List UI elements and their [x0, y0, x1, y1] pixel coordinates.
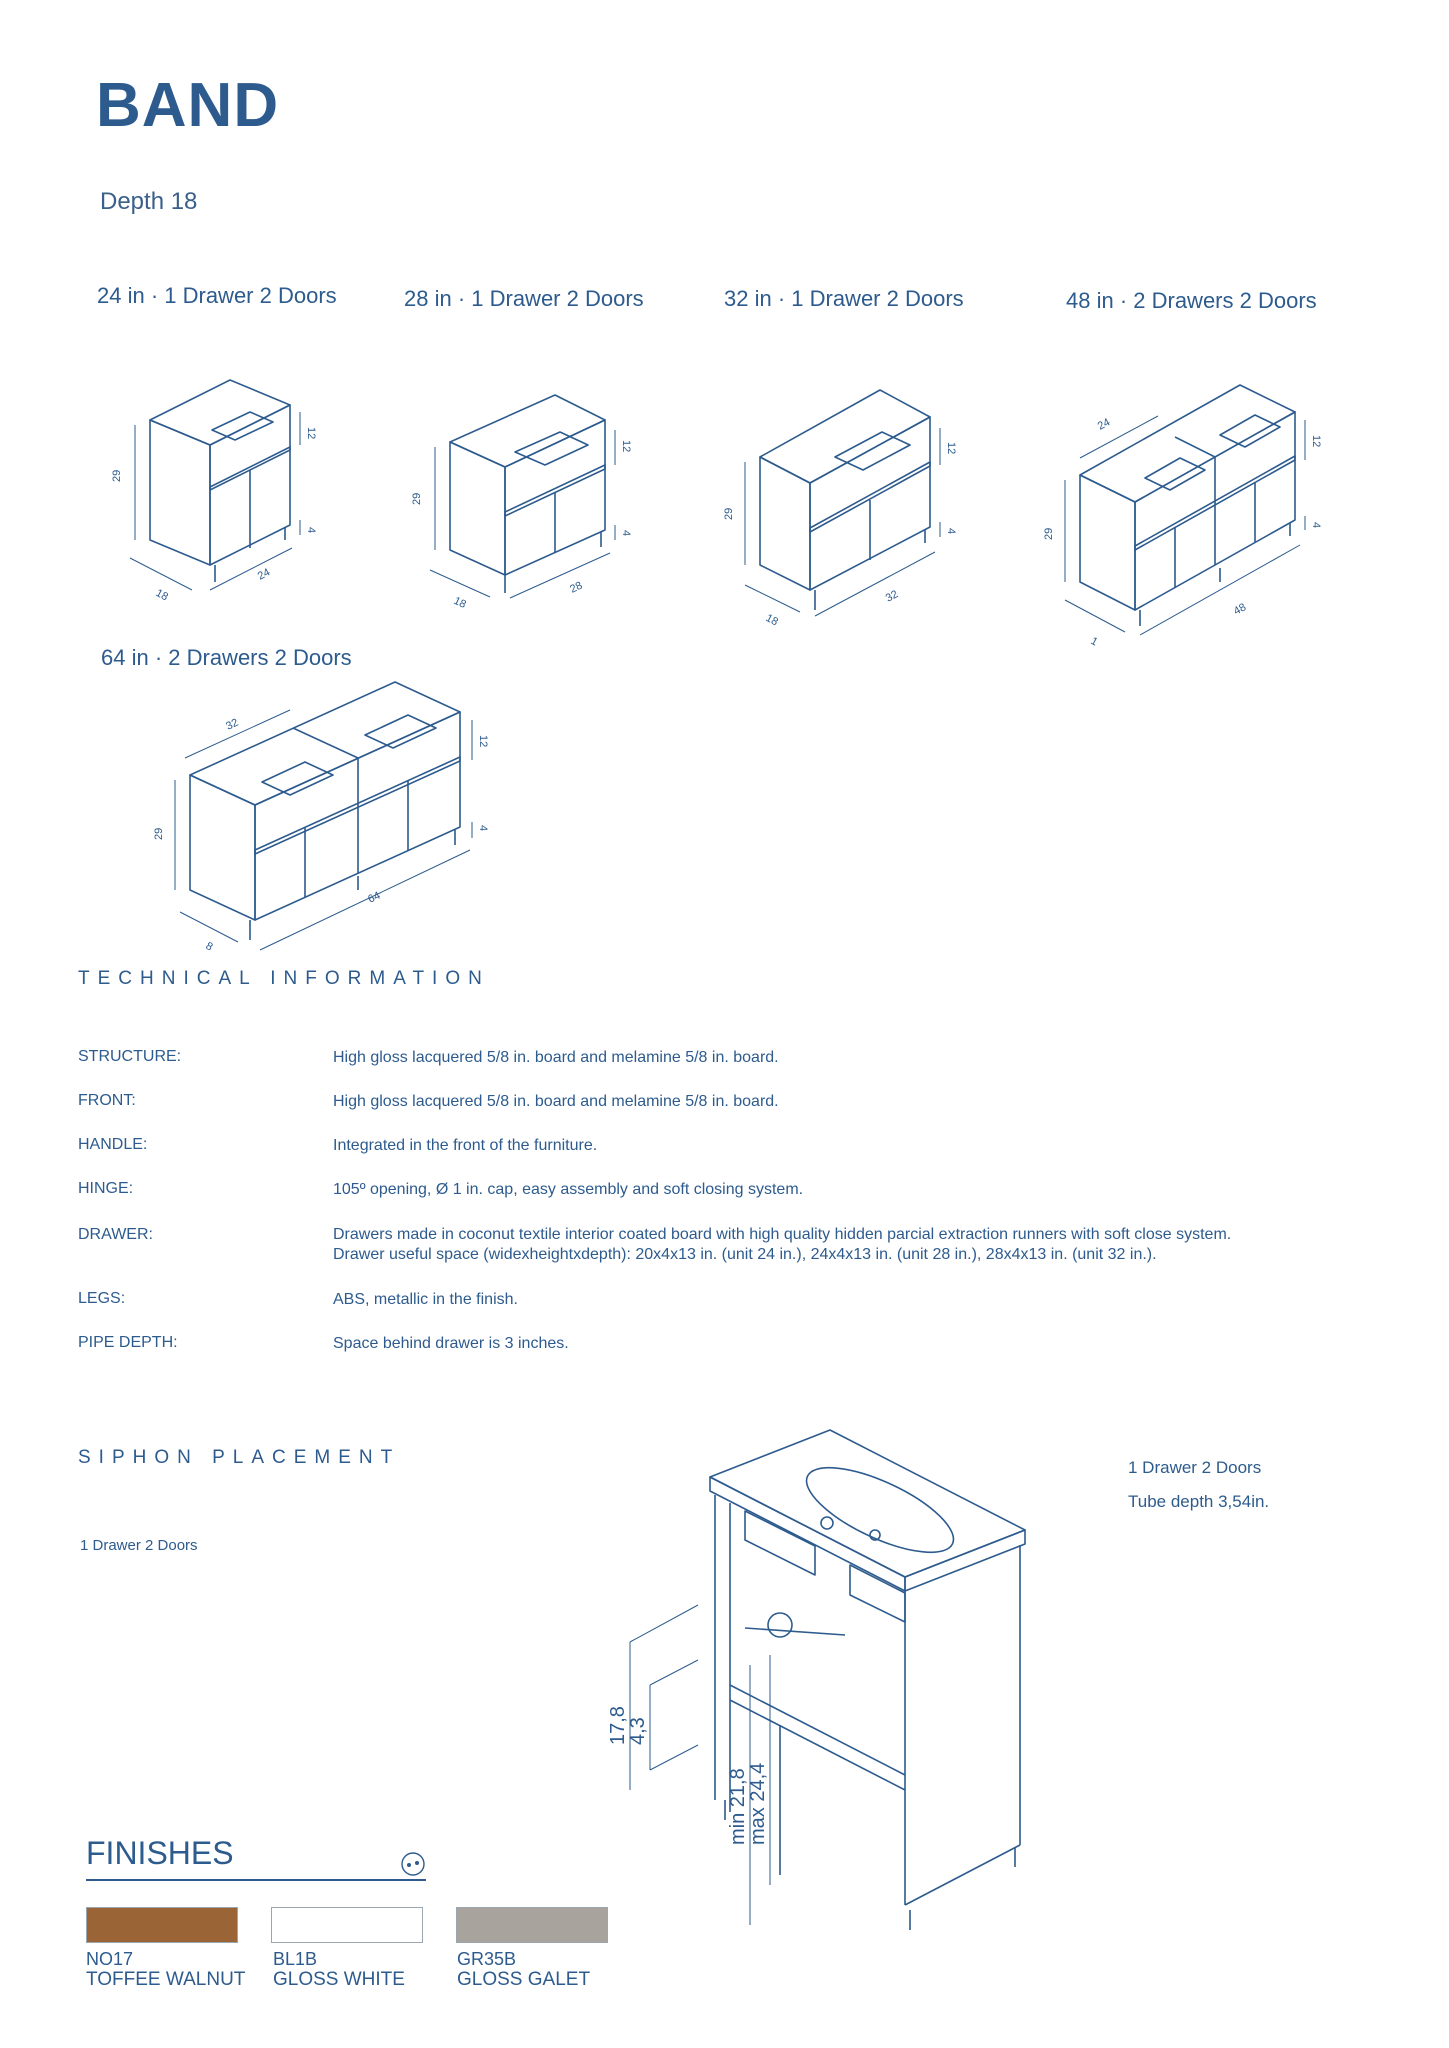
dim-unit: 24 [1095, 416, 1113, 433]
siphon-right-note-1: 1 Drawer 2 Doors [1128, 1458, 1262, 1477]
drawing-model-24 [100, 370, 340, 610]
dim-depth: 18 [763, 612, 781, 629]
dim-height: 29 [153, 827, 165, 840]
spec-label-handle: HANDLE: [78, 1136, 148, 1153]
dim-a: 17,8 [607, 1706, 629, 1745]
finishes-title: FINISHES [86, 1835, 234, 1871]
page-title: BAND [96, 71, 280, 140]
spec-value-legs: ABS, metallic in the finish. [333, 1291, 518, 1308]
dim-width: 64 [366, 889, 383, 906]
drawing-model-64 [150, 650, 510, 970]
dim-height: 29 [1043, 527, 1055, 540]
dim-leg: 4 [620, 530, 632, 537]
page-subtitle: Depth 18 [100, 188, 198, 215]
spec-label-hinge: HINGE: [78, 1180, 134, 1197]
dim-depth: 1 [1088, 635, 1100, 649]
drawing-model-32 [720, 380, 980, 630]
swatch-gloss-galet [456, 1907, 608, 1943]
swatch-gloss-white [271, 1907, 423, 1943]
spec-label-legs: LEGS: [78, 1290, 126, 1307]
dim-depth: 8 [203, 940, 215, 954]
dim-leg: 4 [945, 528, 957, 535]
dim-top: 12 [620, 440, 632, 453]
technical-heading: TECHNICAL INFORMATION [78, 968, 490, 989]
dim-depth: 18 [153, 587, 171, 604]
spec-value-handle: Integrated in the front of the furniture. [333, 1137, 598, 1154]
siphon-heading: SIPHON PLACEMENT [78, 1447, 401, 1468]
spec-value-hinge: 105º opening, Ø 1 in. cap, easy assembly and soft closing system. [333, 1181, 804, 1198]
dim-height: 29 [111, 469, 123, 482]
spec-label-drawer: DRAWER: [78, 1226, 153, 1243]
finish-name-toffee-walnut: TOFFEE WALNUT [86, 1969, 246, 1990]
siphon-left-note: 1 Drawer 2 Doors [80, 1537, 198, 1554]
drawing-model-48 [1040, 370, 1340, 660]
dim-width: 32 [883, 588, 901, 605]
dim-c: min 21,8 [727, 1768, 749, 1845]
dim-leg: 4 [1310, 522, 1322, 529]
dim-height: 29 [411, 492, 423, 505]
swatch-toffee-walnut [86, 1907, 238, 1943]
model-label-64: 64 in · 2 Drawers 2 Doors [101, 645, 352, 670]
spec-label-front: FRONT: [78, 1092, 136, 1109]
dim-depth: 18 [451, 594, 468, 611]
model-label-28: 28 in · 1 Drawer 2 Doors [404, 286, 644, 311]
spec-label-structure: STRUCTURE: [78, 1048, 182, 1065]
dim-height: 29 [723, 507, 735, 520]
dim-top: 12 [477, 735, 489, 748]
spec-label-pipe-depth: PIPE DEPTH: [78, 1334, 178, 1351]
dim-leg: 4 [305, 527, 317, 534]
siphon-drawing [580, 1415, 1040, 1935]
model-label-24: 24 in · 1 Drawer 2 Doors [97, 283, 337, 308]
dim-width: 48 [1231, 601, 1249, 618]
spec-value-drawer-space: Drawer useful space (widexheightxdepth): 20x4x13 in. (unit 24 in.), 24x4x13 in. (unit 28 in.), 28x4x13 in. (unit 32 in.). [333, 1246, 1157, 1263]
finishes-badge-icon [400, 1851, 426, 1877]
dim-top: 12 [1310, 435, 1322, 448]
finish-name-gloss-white: GLOSS WHITE [273, 1969, 405, 1990]
model-label-48: 48 in · 2 Drawers 2 Doors [1066, 288, 1317, 313]
finish-code-gloss-white: BL1B [273, 1949, 318, 1969]
dim-width: 28 [568, 579, 585, 596]
finishes-rule [86, 1879, 426, 1881]
dim-width: 24 [255, 566, 273, 583]
spec-value-structure: High gloss lacquered 5/8 in. board and melamine 5/8 in. board. [333, 1049, 779, 1066]
dim-unit: 32 [224, 716, 241, 733]
spec-value-pipe-depth: Space behind drawer is 3 inches. [333, 1335, 569, 1352]
spec-value-drawer: Drawers made in coconut textile interior coated board with high quality hidden parcial extraction runners with soft close system. [333, 1226, 1232, 1243]
dim-top: 12 [305, 427, 317, 440]
spec-value-front: High gloss lacquered 5/8 in. board and melamine 5/8 in. board. [333, 1093, 779, 1110]
finish-code-gloss-galet: GR35B [457, 1949, 517, 1969]
finish-code-toffee-walnut: NO17 [86, 1949, 134, 1969]
dim-top: 12 [945, 442, 957, 455]
siphon-right-note-2: Tube depth 3,54in. [1128, 1492, 1270, 1511]
dim-b: 4,3 [627, 1717, 649, 1745]
dim-d: max 24,4 [747, 1762, 769, 1845]
finish-name-gloss-galet: GLOSS GALET [457, 1969, 591, 1990]
drawing-model-28 [405, 375, 665, 615]
dim-leg: 4 [477, 825, 489, 832]
model-label-32: 32 in · 1 Drawer 2 Doors [724, 286, 964, 311]
